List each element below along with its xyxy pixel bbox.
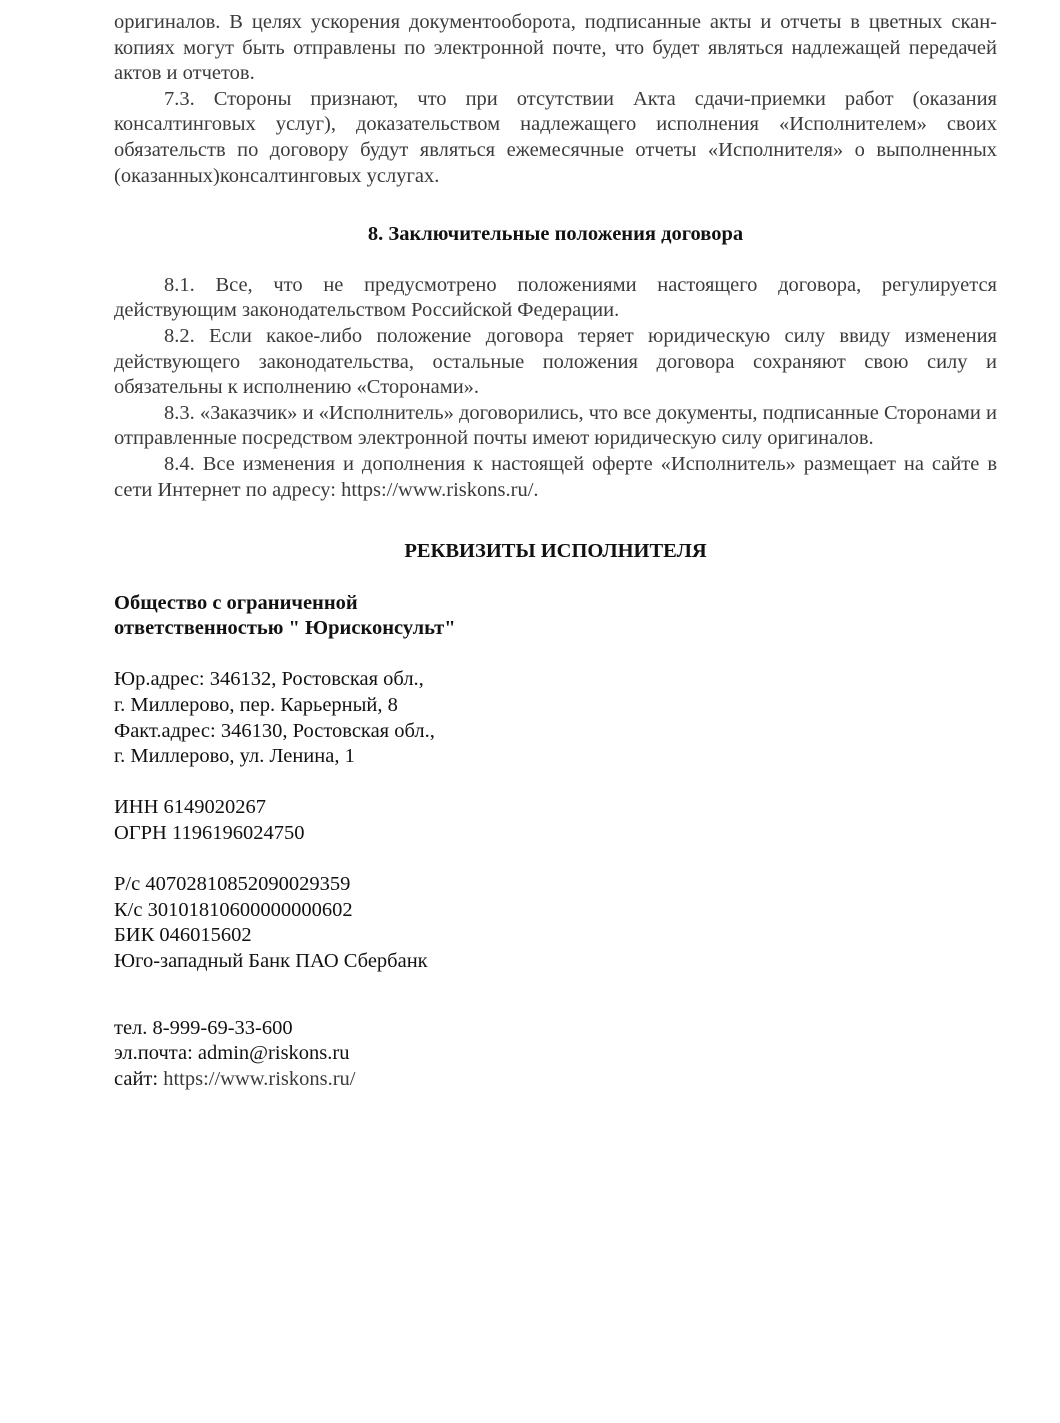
paragraph-8-3: 8.3. «Заказчик» и «Исполнитель» договорились, что все документы, подписанные Сторонами и отправленные посредством электронной почты имеют юридическую силу оригиналов. bbox=[114, 401, 997, 450]
ogrn: ОГРН 1196196024750 bbox=[114, 822, 305, 845]
paragraph-7-3: 7.3. Стороны признают, что при отсутствии Акта сдачи-приемки работ (оказания консалтинговых услуг), доказательством надлежащего исполнения «Исполнителем» своих обязательств по договору будут являться ежемесячные отчеты «Исполнителя» о выполненных (оказанных)консалтинговых услугах. bbox=[114, 87, 997, 187]
site-link[interactable]: https://www.riskons.ru/ bbox=[163, 1067, 356, 1090]
paragraph-8-4: 8.4. Все изменения и дополнения к настоящей оферте «Исполнитель» размещает на сайте в сети Интернет по адресу: https://www.riskons.ru/. bbox=[114, 452, 997, 501]
requisites-block bbox=[114, 591, 997, 1093]
email-label: эл.почта: bbox=[114, 1042, 198, 1065]
legal-address-line-2: г. Миллерово, пер. Карьерный, 8 bbox=[114, 694, 398, 717]
actual-address-line-1: Факт.адрес: 346130, Ростовская обл., bbox=[114, 719, 435, 742]
paragraph-7-2-continuation: оригиналов. В целях ускорения документооборота, подписанные акты и отчеты в цветных скан-копиях могут быть отправлены по электронной почте, что будет являться надлежащей передачей актов и отчетов. bbox=[114, 11, 997, 85]
phone: тел. 8-999-69-33-600 bbox=[114, 1016, 293, 1039]
document-page bbox=[114, 10, 997, 1092]
section-8-title: 8. Заключительные положения договора bbox=[367, 223, 744, 246]
company-name-line-2: ответственностью " Юрисконсульт" bbox=[114, 617, 456, 640]
site-line bbox=[114, 1067, 997, 1093]
paragraph-8-2: 8.2. Если какое-либо положение договора теряет юридическую силу ввиду изменения действующего законодательства, остальные положения договора сохраняют свою силу и обязательны к исполнению «Сторонами». bbox=[114, 324, 997, 399]
legal-address-line-1: Юр.адрес: 346132, Ростовская обл., bbox=[114, 668, 424, 691]
inn: ИНН 6149020267 bbox=[114, 796, 267, 819]
paragraph-8-1: 8.1. Все, что не предусмотрено положениями настоящего договора, регулируется действующим законодательством Российской Федерации. bbox=[114, 273, 997, 322]
requisites-title: РЕКВИЗИТЫ ИСПОЛНИТЕЛЯ bbox=[404, 540, 707, 563]
email-line bbox=[114, 1041, 997, 1067]
email-value[interactable]: admin@riskons.ru bbox=[197, 1042, 350, 1065]
actual-address-line-2: г. Миллерово, ул. Ленина, 1 bbox=[114, 745, 355, 768]
bik: БИК 046015602 bbox=[114, 924, 252, 947]
settlement-account: Р/с 40702810852090029359 bbox=[114, 873, 351, 896]
correspondent-account: К/с 30101810600000000602 bbox=[114, 898, 353, 921]
bank-name: Юго-западный Банк ПАО Сбербанк bbox=[114, 950, 428, 972]
company-name-line-1: Общество с ограниченной bbox=[114, 591, 358, 614]
site-label: сайт: bbox=[114, 1067, 164, 1090]
